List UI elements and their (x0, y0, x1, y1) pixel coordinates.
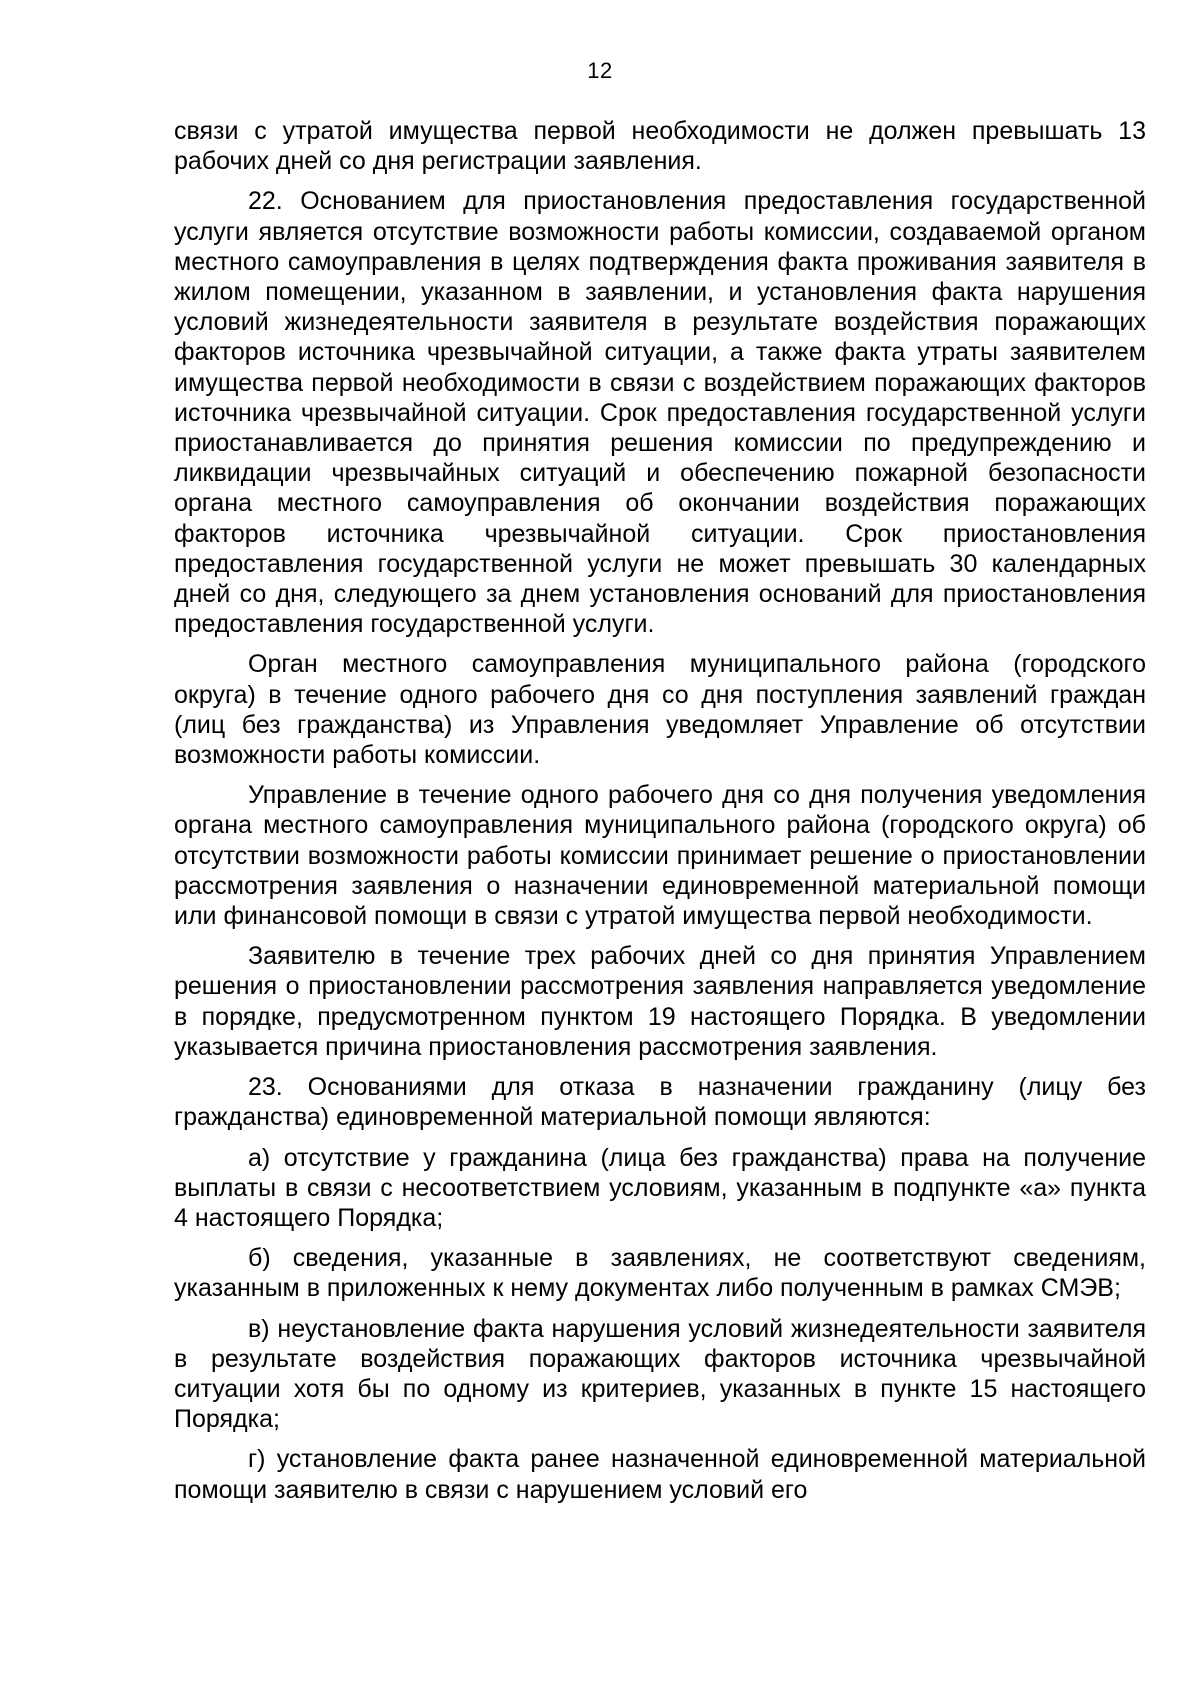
page-number: 12 (587, 58, 613, 83)
document-body (174, 116, 1146, 1515)
paragraph-local-government-notice: Орган местного самоуправления муниципального района (городского округа) в течение одного рабочего дня со дня поступления заявлений граждан (лиц без гражданства) из Управления уведомляет Управление об отсутствии возможности работы комиссии. (174, 650, 1146, 770)
paragraph-applicant-notification: Заявителю в течение трех рабочих дней со дня принятия Управлением решения о приостановлении рассмотрения заявления направляется уведомление в порядке, предусмотренном пунктом 19 настоящего Порядка. В уведомлении указывается причина приостановления рассмотрения заявления. (174, 942, 1146, 1061)
paragraph-subitem-a: а) отсутствие у гражданина (лица без гражданства) права на получение выплаты в связи с несоответствием условиям, указанным в подпункте «а» пункта 4 настоящего Порядка; (174, 1143, 1146, 1232)
paragraph-item-23: 23. Основаниями для отказа в назначении гражданину (лицу без гражданства) единовременной материальной помощи являются: (174, 1073, 1146, 1132)
paragraph-subitem-g: г) установление факта ранее назначенной единовременной материальной помощи заявителю в связи с нарушением условий его (174, 1445, 1146, 1504)
paragraph-subitem-b: б) сведения, указанные в заявлениях, не соответствуют сведениям, указанным в приложенных к нему документах либо полученным в рамках СМЭВ; (174, 1244, 1146, 1303)
paragraph-subitem-v: в) неустановление факта нарушения условий жизнедеятельности заявителя в результате воздействия поражающих факторов источника чрезвычайной ситуации хотя бы по одному из критериев, указанных в пункте 15 настоящего Порядка; (174, 1314, 1146, 1434)
paragraph-suspension-decision: Управление в течение одного рабочего дня со дня получения уведомления органа местного самоуправления муниципального района (городского округа) об отсутствии возможности работы комиссии принимает решение о приостановлении рассмотрения заявления о назначении единовременной материальной помощи или финансовой помощи в связи с утратой имущества первой необходимости. (174, 781, 1146, 931)
paragraph-item-22: 22. Основанием для приостановления предоставления государственной услуги является отсутствие возможности работы комиссии, создаваемой органом местного самоуправления в целях подтверждения факта проживания заявителя в жилом помещении, указанном в заявлении, и установления факта нарушения условий жизнедеятельности заявителя в результате воздействия поражающих факторов источника чрезвычайной ситуации, а также факта утраты заявителем имущества первой необходимости в связи с воздействием поражающих факторов источника чрезвычайной ситуации. Срок предоставления государственной услуги приостанавливается до принятия решения комиссии по предупреждению и ликвидации чрезвычайных ситуаций и обеспечению пожарной безопасности органа местного самоуправления об окончании воздействия поражающих факторов источника чрезвычайной ситуации. Срок приостановления предоставления государственной услуги не может превышать 30 календарных дней со дня, следующего за днем установления оснований для приостановления предоставления государственной услуги. (174, 187, 1146, 639)
paragraph-continuation: связи с утратой имущества первой необходимости не должен превышать 13 рабочих дней со дня регистрации заявления. (174, 117, 1146, 176)
